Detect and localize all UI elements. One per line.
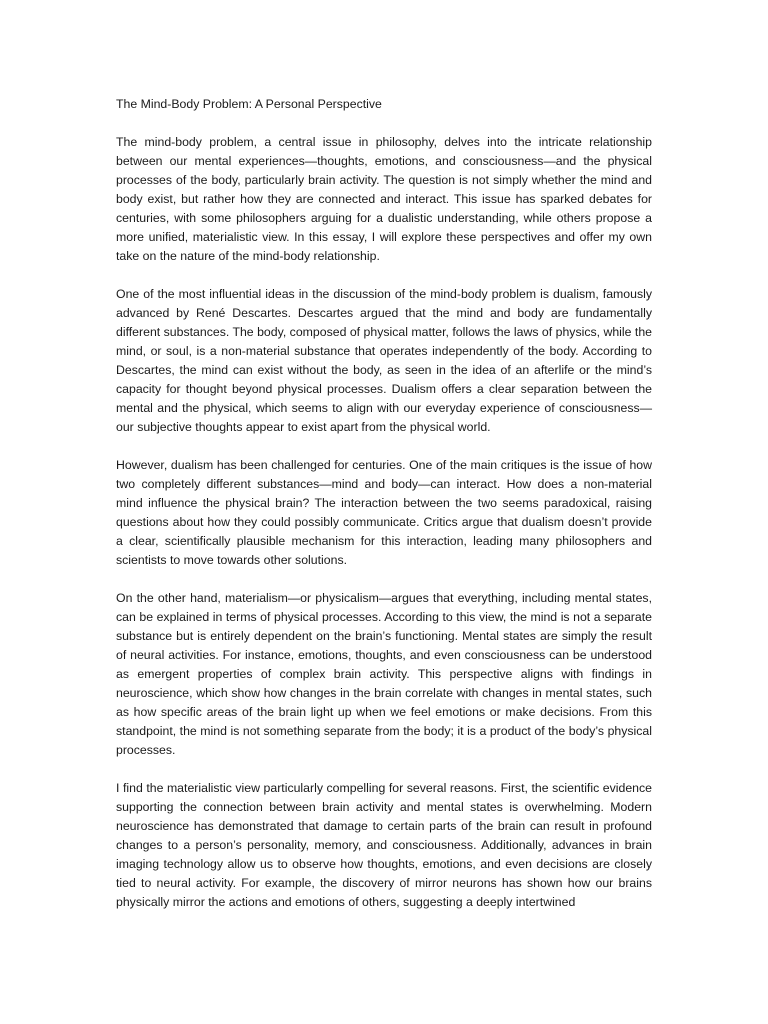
paragraph-materialism: On the other hand, materialism—or physicalism—argues that everything, including mental states, can be explained in terms of physical processes. According to this view, the mind is not a separate substance but is entirely dependent on the brain’s functioning. Mental states are simply the result of neural activities. For instance, emotions, thoughts, and even consciousness can be understood as emergent properties of complex brain activity. This perspective aligns with findings in neuroscience, which show how changes in the brain correlate with changes in mental states, such as how specific areas of the brain light up when we feel emotions or make decisions. From this standpoint, the mind is not something separate from the body; it is a product of the body’s physical processes. <box>116 591 652 757</box>
document-title: The Mind-Body Problem: A Personal Perspective <box>116 97 382 111</box>
paragraph-critique: However, dualism has been challenged for centuries. One of the main critiques is the issue of how two completely different substances—mind and body—can interact. How does a non-material mind influence the physical brain? The interaction between the two seems paradoxical, raising questions about how they could possibly communicate. Critics argue that dualism doesn’t provide a clear, scientifically plausible mechanism for this interaction, leading many philosophers and scientists to move towards other solutions. <box>116 458 652 567</box>
paragraph-dualism: One of the most influential ideas in the discussion of the mind-body problem is dualism, famously advanced by René Descartes. Descartes argued that the mind and body are fundamentally different substances. The body, composed of physical matter, follows the laws of physics, while the mind, or soul, is a non-material substance that operates independently of the body. According to Descartes, the mind can exist without the body, as seen in the idea of an afterlife or the mind’s capacity for thought beyond physical processes. Dualism offers a clear separation between the mental and the physical, which seems to align with our everyday experience of consciousness—our subjective thoughts appear to exist apart from the physical world. <box>116 287 652 434</box>
paragraph-intro: The mind-body problem, a central issue in philosophy, delves into the intricate relationship between our mental experiences—thoughts, emotions, and consciousness—and the physical processes of the body, particularly brain activity. The question is not simply whether the mind and body exist, but rather how they are connected and interact. This issue has sparked debates for centuries, with some philosophers arguing for a dualistic understanding, while others propose a more unified, materialistic view. In this essay, I will explore these perspectives and offer my own take on the nature of the mind-body relationship. <box>116 135 652 263</box>
document-page <box>116 95 652 931</box>
paragraph-personal-view: I find the materialistic view particularly compelling for several reasons. First, the scientific evidence supporting the connection between brain activity and mental states is overwhelming. Modern neuroscience has demonstrated that damage to certain parts of the brain can result in profound changes to a person’s personality, memory, and consciousness. Additionally, advances in brain imaging technology allow us to observe how thoughts, emotions, and even decisions are closely tied to neural activity. For example, the discovery of mirror neurons has shown how our brains physically mirror the actions and emotions of others, suggesting a deeply intertwined <box>116 781 652 909</box>
